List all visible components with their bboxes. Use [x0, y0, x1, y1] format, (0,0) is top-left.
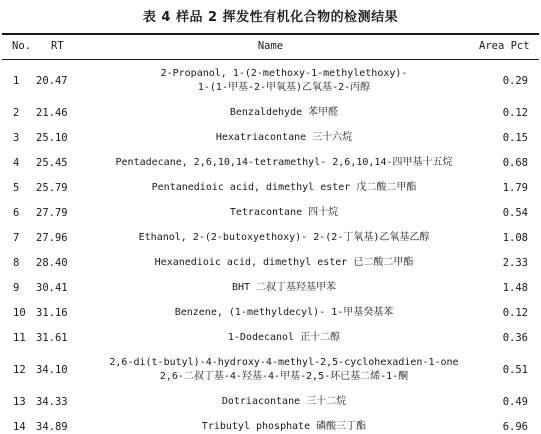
cell-name	[95, 156, 473, 170]
cell-name-line: Dotriacontane 三十二烷	[221, 396, 347, 407]
cell-area-pct: 1.48	[502, 282, 528, 294]
cell-area-pct: 0.36	[502, 332, 528, 344]
cell-area-pct: 0.54	[502, 207, 528, 219]
cell-no: 6	[13, 207, 20, 219]
cell-area-pct: 0.29	[502, 75, 528, 87]
cell-name	[95, 356, 473, 384]
cell-name	[95, 231, 473, 245]
cell-name-line: Benzene, (1-methyldecyl)- 1-甲基癸基苯	[174, 307, 394, 318]
cell-rt: 27.96	[36, 232, 68, 244]
cell-name	[95, 306, 473, 320]
cell-name-line: Tetracontane 四十烷	[229, 207, 339, 218]
table-row	[0, 281, 541, 295]
cell-name-line: 2,6-二叔丁基-4-羟基-4-甲基-2,5-环已基二烯-1-酮	[159, 371, 409, 382]
cell-name	[95, 395, 473, 409]
table-title: 表 4 样品 2 挥发性有机化合物的检测结果	[142, 10, 399, 25]
cell-area-pct: 2.33	[502, 257, 528, 269]
cell-rt: 30.41	[36, 282, 68, 294]
table-row	[0, 181, 541, 195]
table-row	[0, 131, 541, 145]
cell-name-line: Pentadecane, 2,6,10,14-tetramethyl- 2,6,10,14-四甲基十五烷	[115, 157, 453, 168]
cell-no: 10	[13, 307, 26, 319]
table-row	[0, 206, 541, 220]
cell-rt: 34.89	[36, 421, 68, 433]
table-row	[0, 67, 541, 95]
cell-rt: 31.61	[36, 332, 68, 344]
cell-area-pct: 1.79	[502, 182, 528, 194]
cell-rt: 25.45	[36, 157, 68, 169]
cell-rt: 25.79	[36, 182, 68, 194]
cell-name	[95, 206, 473, 220]
cell-no: 9	[13, 282, 20, 294]
table-row	[0, 306, 541, 320]
table-row	[0, 356, 541, 384]
cell-name	[95, 420, 473, 434]
header-rt: RT	[51, 40, 64, 52]
cell-no: 3	[13, 132, 20, 144]
cell-name	[95, 106, 473, 120]
table-top-rule	[2, 33, 539, 35]
table-row	[0, 106, 541, 120]
cell-rt: 27.79	[36, 207, 68, 219]
cell-no: 14	[13, 421, 26, 433]
cell-name	[95, 256, 473, 270]
cell-area-pct: 6.96	[502, 421, 528, 433]
cell-rt: 28.40	[36, 257, 68, 269]
cell-no: 5	[13, 182, 20, 194]
cell-name	[95, 181, 473, 195]
cell-name-line: Tributyl phosphate 磷酸三丁酯	[201, 421, 367, 432]
cell-rt: 31.16	[36, 307, 68, 319]
cell-name-line: Hexatriacontane 三十六烷	[215, 132, 353, 143]
cell-name	[95, 131, 473, 145]
cell-area-pct: 0.12	[502, 307, 528, 319]
cell-no: 4	[13, 157, 20, 169]
header-no: No.	[12, 40, 31, 52]
table-row	[0, 420, 541, 434]
table-row	[0, 395, 541, 409]
cell-area-pct: 1.08	[502, 232, 528, 244]
table-row	[0, 256, 541, 270]
cell-area-pct: 0.51	[502, 364, 528, 376]
header-name: Name	[257, 40, 284, 52]
table-row	[0, 331, 541, 345]
cell-name-line: Ethanol, 2-(2-butoxyethoxy)- 2-(2-丁氧基)乙氧基乙醇	[138, 232, 430, 243]
cell-area-pct: 0.15	[502, 132, 528, 144]
cell-no: 12	[13, 364, 26, 376]
header-area-pct: Area Pct	[479, 40, 530, 52]
cell-name-line: Pentanedioic acid, dimethyl ester 戊二酸二甲酯	[151, 182, 417, 193]
cell-rt: 25.10	[36, 132, 68, 144]
cell-no: 1	[13, 75, 20, 87]
cell-name-line: 1-(1-甲基-2-甲氧基)乙氧基-2-丙醇	[197, 82, 371, 93]
cell-name-line: 2,6-di(t-butyl)-4-hydroxy-4-methyl-2,5-cyclohexadien-1-one	[109, 357, 459, 368]
cell-name-line: Hexanedioic acid, dimethyl ester 已二酸二甲酯	[154, 257, 414, 268]
cell-name	[95, 331, 473, 345]
cell-area-pct: 0.68	[502, 157, 528, 169]
table-header-rule	[2, 59, 539, 60]
cell-area-pct: 0.49	[502, 396, 528, 408]
table-row	[0, 156, 541, 170]
cell-name-line: 1-Dodecanol 正十二醇	[227, 332, 341, 343]
cell-no: 8	[13, 257, 20, 269]
cell-rt: 20.47	[36, 75, 68, 87]
cell-name-line: BHT 二叔丁基羟基甲苯	[231, 282, 337, 293]
cell-name-line: 2-Propanol, 1-(2-methoxy-1-methylethoxy)-	[160, 68, 408, 79]
cell-name	[95, 281, 473, 295]
cell-no: 13	[13, 396, 26, 408]
cell-rt: 21.46	[36, 107, 68, 119]
cell-no: 2	[13, 107, 20, 119]
table-row	[0, 231, 541, 245]
cell-rt: 34.10	[36, 364, 68, 376]
cell-name-line: Benzaldehyde 苯甲醛	[229, 107, 339, 118]
cell-no: 11	[13, 332, 26, 344]
cell-area-pct: 0.12	[502, 107, 528, 119]
cell-no: 7	[13, 232, 20, 244]
cell-rt: 34.33	[36, 396, 68, 408]
cell-name	[95, 67, 473, 95]
